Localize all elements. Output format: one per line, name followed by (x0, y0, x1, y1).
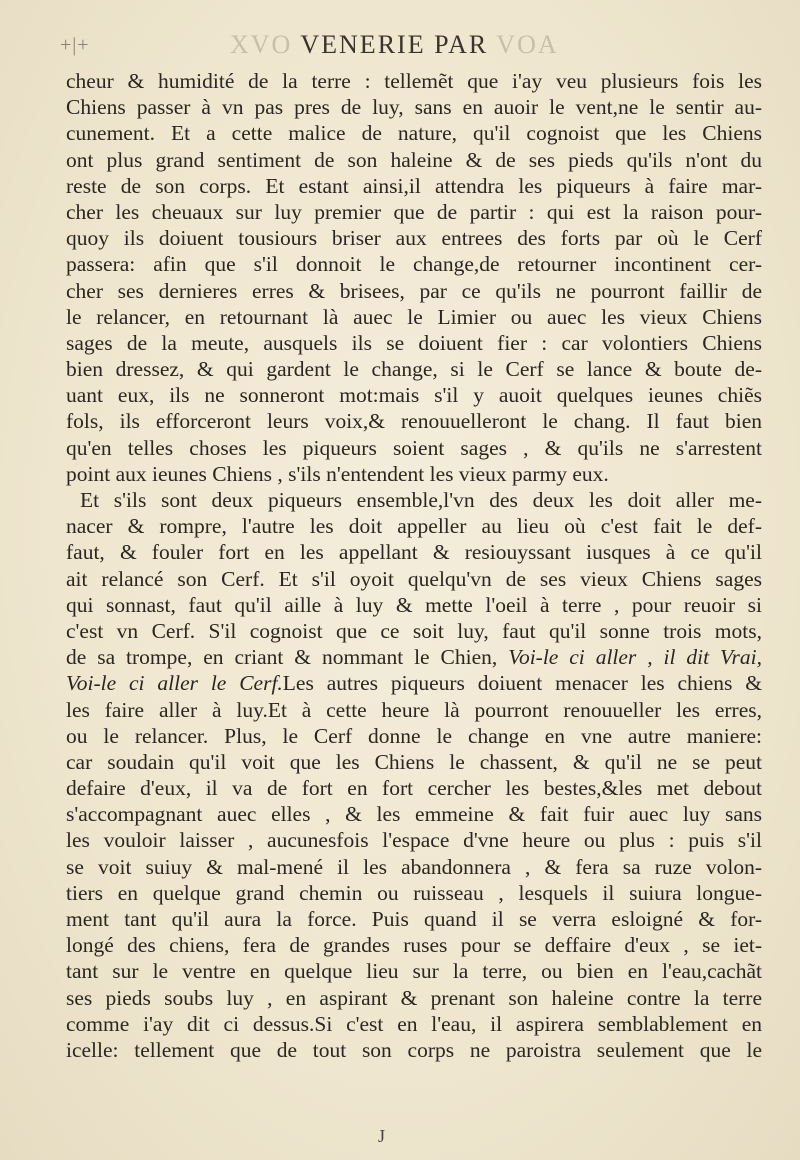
text-line: ment tant qu'il aura la force. Puis quand il se verra esloigné & for- (66, 907, 762, 931)
body-text (66, 68, 762, 1063)
text-line: qui sonnast, faut qu'il aille à luy & mette l'oeil à terre , pour reuoir si (66, 592, 762, 617)
text-line: tant sur le ventre en quelque lieu sur la terre, ou bien en l'eau,cachãt (66, 959, 762, 984)
text-line: fols, ils efforceront leurs voix,& renouuelleront le chang. Il faut bien (66, 409, 762, 434)
running-head-title: VENERIE PAR (300, 30, 489, 59)
text-line: qu'en telles choses les piqueurs soient sages , & qu'ils ne s'arrestent (66, 435, 762, 460)
text-line: bien dressez, & qui gardent le change, si le Cerf se lance & boute de- (66, 357, 762, 382)
text-line: se voit suiuy & mal-mené il les abandonnera , & fera sa ruze volon- (66, 854, 762, 879)
text-line: ont plus grand sentiment de son haleine & de ses pieds qu'ils n'ont du (66, 147, 762, 172)
text-line: uant eux, ils ne sonneront mot:mais s'il y auoit quelques ieunes chiẽs (66, 383, 762, 408)
text-line: nacer & rompre, l'autre les doit appeller au lieu où c'est fait le def- (66, 514, 762, 539)
text-line: passera: afin que s'il donnoit le change,de retourner incontinent cer- (66, 252, 762, 277)
text-line: ait relancé son Cerf. Et s'il oyoit quelqu'vn de ses vieux Chiens sages (66, 566, 762, 591)
text-segment: Les autres piqueurs doiuent menacer les chiens & (282, 671, 762, 696)
bleed-through-left: XVO (230, 30, 293, 59)
folio-mark: +|+ (60, 34, 90, 56)
text-line: Chiens passer à vn pas pres de luy, sans en auoir le vent,ne le sentir au- (66, 95, 762, 120)
text-line: sages de la meute, ausquels ils se doiuent fier : car volontiers Chiens (66, 330, 762, 355)
text-line: faut, & fouler fort en les appellant & resiouyssant iusques à ce qu'il (66, 540, 762, 565)
text-line: Et s'ils sont deux piqueurs ensemble,l'vn des deux les doit aller me- (80, 488, 762, 512)
text-line: car soudain qu'il voit que les Chiens le chassent, & qu'il ne se peut (66, 749, 762, 774)
text-line: reste de son corps. Et estant ainsi,il attendra les piqueurs à faire mar- (66, 173, 762, 198)
text-line: icelle: tellement que de tout son corps ne paroistra seulement que le (66, 1037, 762, 1062)
text-line: les vouloir laisser , aucunesfois l'espace d'vne heure ou plus : puis s'il (66, 828, 762, 853)
text-line: cheur & humidité de la terre : tellemẽt que i'ay veu plusieurs fois les (66, 69, 762, 93)
text-line: c'est vn Cerf. S'il cognoist que ce soit luy, faut qu'il sonne trois mots, (66, 618, 762, 643)
text-line: quoy ils doiuent tousiours briser aux entrees des forts par où le Cerf (66, 226, 762, 251)
text-line: s'accompagnant auec elles , & les emmeine & fait fuir auec luy sans (66, 802, 762, 827)
text-line: cher les cheuaux sur luy premier que de partir : qui est la raison pour- (66, 199, 762, 224)
text-line-mixed (66, 644, 762, 670)
running-head (230, 30, 559, 60)
text-line: cher ses dernieres erres & brisees, par ce qu'ils ne pourront faillir de (66, 278, 762, 303)
text-line: tiers en quelque grand chemin ou ruisseau , lesquels il suiura longue- (66, 880, 762, 905)
text-line: point aux ieunes Chiens , s'ils n'entendent les vieux parmy eux. (66, 461, 609, 486)
text-line-mixed (66, 670, 762, 696)
text-line: le relancer, en retournant là auec le Limier ou auec les vieux Chiens (66, 304, 762, 329)
text-line: comme i'ay dit ci dessus.Si c'est en l'eau, il aspirera semblablement en (66, 1011, 762, 1036)
text-line: longé des chiens, fera de grandes ruses pour se deffaire d'eux , se iet- (66, 933, 762, 958)
italic-quote: Voi-le ci aller , il dit Vrai, (508, 645, 762, 670)
text-line: ses pieds soubs luy , en aspirant & prenant son haleine contre la terre (66, 985, 762, 1010)
italic-quote: Voi-le ci aller le Cerf. (66, 671, 283, 696)
text-segment: de sa trompe, en criant & nommant le Chien, (66, 645, 498, 670)
bleed-through-right: VOA (496, 30, 559, 59)
text-line: defaire d'eux, il va de fort en fort cercher les bestes,&les met debout (66, 776, 762, 801)
page-footer-mark: J (378, 1126, 386, 1146)
text-line: les faire aller à luy.Et à cette heure là pourront renouueller les erres, (66, 697, 762, 722)
text-line: cunement. Et a cette malice de nature, qu'il cognoist que les Chiens (66, 121, 762, 146)
text-line: ou le relancer. Plus, le Cerf donne le change en vne autre maniere: (66, 723, 762, 748)
page-header (60, 30, 760, 64)
